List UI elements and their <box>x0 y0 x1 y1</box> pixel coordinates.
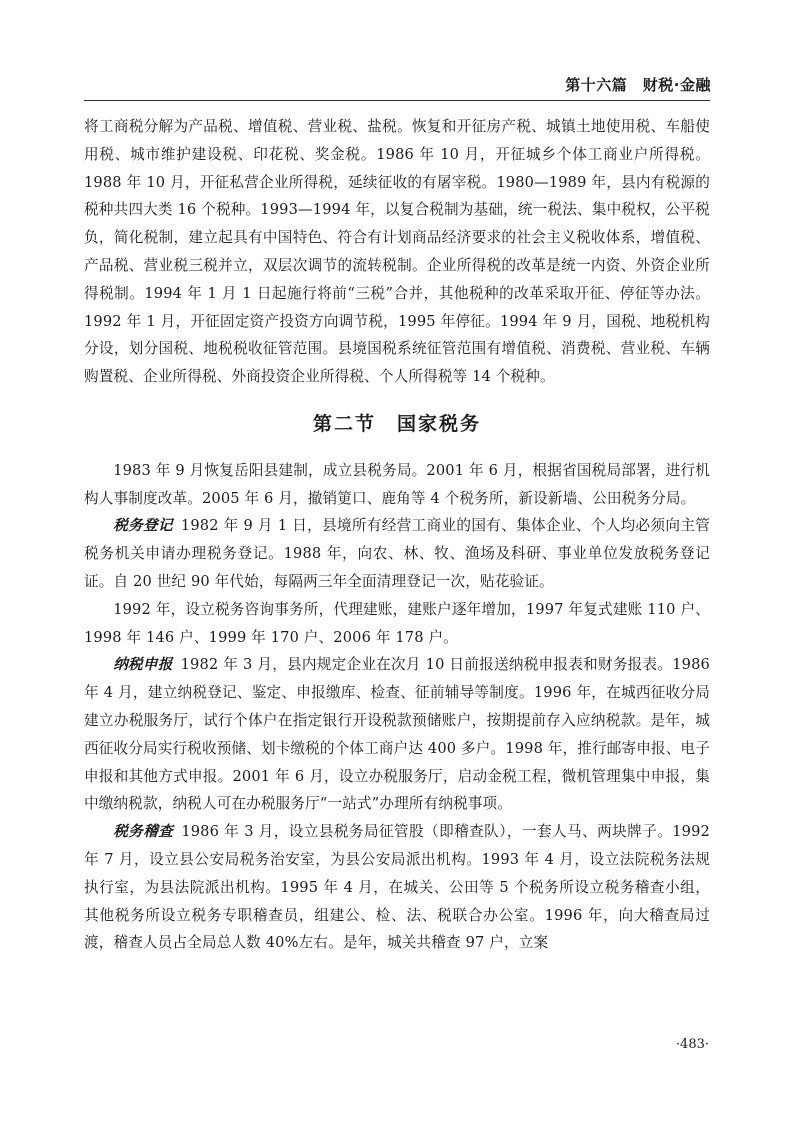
paragraph-continued: 将工商税分解为产品税、增值税、营业税、盐税。恢复和开征房产税、城镇土地使用税、车船使用税、城市维护建设税、印花税、奖金税。1986 年 10 月，开征城乡个体工商业户所得税。1988 年 10 月，开征私营企业所得税，延续征收的有屠宰税。1980—1989 年，县内有税源的税种共四大类 16 个税种。1993—1994 年，以复合税制为基础，统一税法、集中税权，公平税负，简化税制，建立起具有中国特色、符合有计划商品经济要求的社会主义税收体系，增值税、产品税、营业税三税并立，双层次调节的流转税制。企业所得税的改革是统一内资、外资企业所得税制。1994 年 1 月 1 日起施行将前“三税”合并，其他税种的改革采取开征、停征等办法。1992 年 1 月，开征固定资产投资方向调节税，1995 年停征。1994 年 9 月，国税、地税机构分设，划分国税、地税税收征管范围。县境国税系统征管范围有增值税、消费税、营业税、车辆购置税、企业所得税、外商投资企业所得税、个人所得税等 14 个税种。 <box>84 118 710 386</box>
paragraph-tax-registration <box>84 512 710 595</box>
run-in-heading-inspection: 税务稽查 <box>113 823 174 841</box>
run-in-heading-filing: 纳税申报 <box>113 656 173 674</box>
page-body <box>84 113 710 957</box>
registration-text: 1982 年 9 月 1 日，县境所有经营工商业的国有、集体企业、个人均必须向主管税务机关申请办理税务登记。1988 年，向农、林、牧、渔场及科研、事业单位发放税务登记证。自 20 世纪 90 年代始，每隔两三年全面清理登记一次，贴花验证。 <box>84 517 710 590</box>
page-number: ·483· <box>675 1037 709 1052</box>
paragraph-tax-inspection <box>84 818 710 957</box>
header-rule <box>84 100 710 101</box>
paragraph-tax-filing <box>84 651 710 818</box>
paragraph-1992: 1992 年，设立税务咨询事务所，代理建账，建账户逐年增加，1997 年复式建账 110 户、1998 年 146 户、1999 年 170 户、2006 年 178 户。 <box>84 600 710 646</box>
section-title: 第二节 国家税务 <box>312 412 481 435</box>
running-head: 第十六篇 财税·金融 <box>565 76 711 94</box>
filing-text: 1982 年 3 月，县内规定企业在次月 10 日前报送纳税申报表和财务报表。1986 年 4 月，建立纳税登记、鉴定、申报缴库、检查、征前辅导等制度。1996 年，在城西征收分局建立办税服务厅，试行个体户在指定银行开设税款预储账户，按期提前存入应纳税款。是年，城西征收分局实行税收预储、划卡缴税的个体工商户达 400 多户。1998 年，推行邮寄申报、电子申报和其他方式申报。2001 年 6 月，设立办税服务厅，启动金税工程，微机管理集中申报，集中缴纳税款，纳税人可在办税服务厅“一站式”办理所有纳税事项。 <box>84 656 710 813</box>
paragraph-intro: 1983 年 9 月恢复岳阳县建制，成立县税务局。2001 年 6 月，根据省国税局部署，进行机构人事制度改革。2005 年 6 月，撤销筻口、鹿角等 4 个税务所，新设新墙、公田税务分局。 <box>84 461 710 507</box>
run-in-heading-registration: 税务登记 <box>113 517 173 535</box>
inspection-text: 1986 年 3 月，设立县税务局征管股（即稽查队），一套人马、两块牌子。1992 年 7 月，设立县公安局税务治安室，为县公安局派出机构。1993 年 4 月，设立法院税务法规执行室，为县法院派出机构。1995 年 4 月，在城关、公田等 5 个税务所设立税务稽查小组，其他税务所设立税务专职稽查员，组建公、检、法、税联合办公室。1996 年，向大稽查局过渡，稽查人员占全局总人数 40%左右。是年，城关共稽查 97 户，立案 <box>84 823 710 952</box>
